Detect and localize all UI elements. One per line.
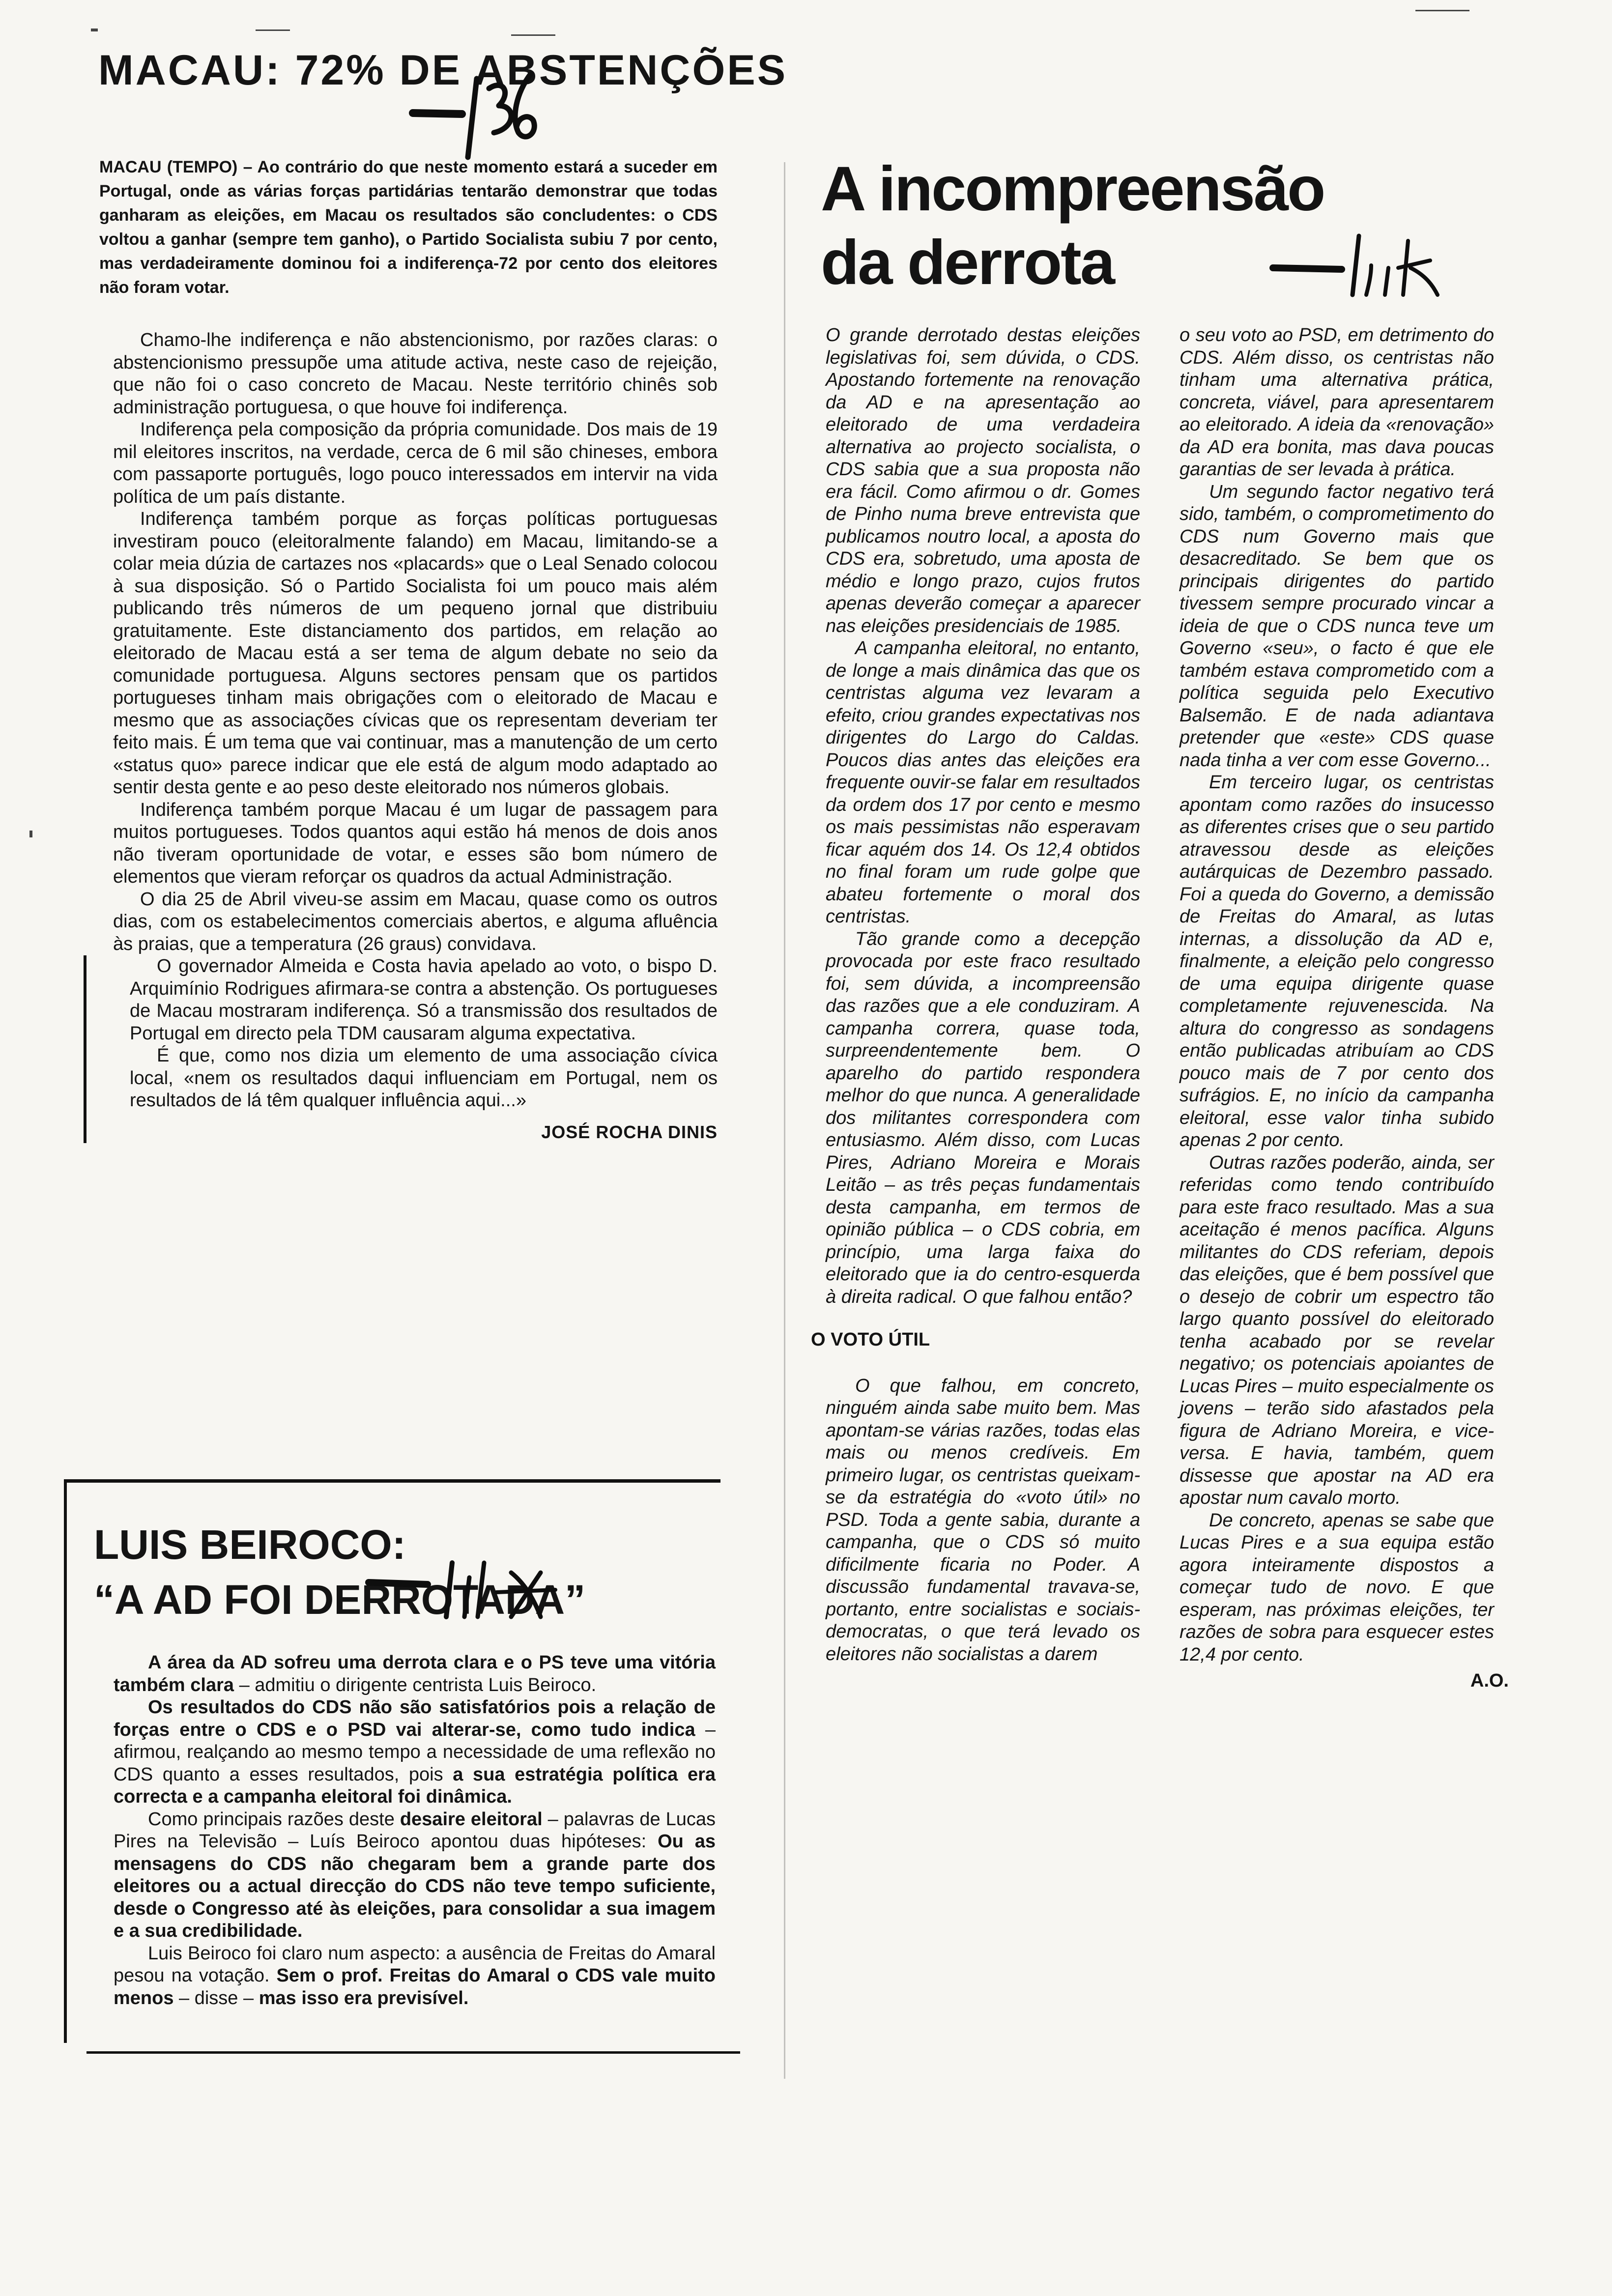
beiroco-text: – palavras de Lucas Pires na Televisão – Luís Beiroco apontou duas hipóteses:: [114, 1808, 716, 1852]
derrota-column-left: [811, 324, 1140, 1665]
beiroco-paragraph: [114, 1696, 716, 1808]
beiroco-text: – afirmou, realçando ao mesmo tempo a necessidade de uma reflexão no CDS quanto a esses resultados, pois: [114, 1719, 716, 1785]
beiroco-text: Como principais razões deste: [148, 1808, 400, 1830]
beiroco-body: [114, 1652, 716, 2009]
beiroco-bold-text: mas isso era previsível.: [259, 1987, 469, 2009]
macau-paragraph: Chamo-lhe indiferença e não abstencionismo, por razões claras: o abstencionismo pressupõe uma atitude activa, neste caso de rejeição, que não foi o caso concreto de Macau. Neste território chinês sob administração portuguesa, o que houve foi indiferença.: [113, 330, 718, 418]
beiroco-paragraph: [114, 1652, 716, 1696]
macau-paragraph: O dia 25 de Abril viveu-se assim em Macau, quase como os outros dias, com os estabelecimentos comerciais abertos, e alguma afluência às praias, que a temperatura (26 graus) convidava.: [113, 889, 718, 954]
beiroco-headline-line2: “A AD FOI DERROTADA”: [94, 1577, 586, 1623]
handwritten-mark-derrota: [1268, 221, 1474, 310]
beiroco-bold-text: a sua estratégia política era correcta e a campanha eleitoral foi dinâmica.: [114, 1764, 716, 1807]
macau-lead: [99, 155, 718, 300]
beiroco-text: – admitiu o dirigente centrista Luis Beiroco.: [234, 1674, 597, 1695]
beiroco-bold-text: Ou as mensagens do CDS não chegaram bem a grande parte dos eleitores ou a actual direcção do CDS não teve tempo suficiente, desde o Congresso até às eleições, para consolidar a sua imagem e a sua credibilidade.: [114, 1831, 716, 1941]
macau-byline: JOSÉ ROCHA DINIS: [541, 1121, 718, 1142]
derrota-column-right: [1180, 324, 1509, 1693]
macau-dateline: MACAU (TEMPO): [99, 158, 238, 176]
beiroco-bold-text: Os resultados do CDS não são satisfatórios pois a relação de forças entre o CDS e o PSD vai alterar-se, como tudo indica: [114, 1697, 716, 1740]
derrota-title-line2: da derrota: [821, 228, 1114, 298]
beiroco-bold-text: desaire eleitoral: [400, 1808, 543, 1830]
macau-article: [84, 29, 788, 1143]
macau-paragraph: Indiferença também porque Macau é um lugar de passagem para muitos portugueses. Todos quantos aqui estão há menos de dois anos não tiveram oportunidade de votar, e esses são bom número de elementos que vieram reforçar os quadros da actual Administração.: [113, 799, 718, 887]
scan-speck: [29, 831, 32, 837]
derrota-paragraph: Tão grande como a decepção provocada por este fraco resultado foi, sem dúvida, a incompreensão das razões que a ele conduziram. A campanha correra, quase toda, surpreendentemente bem. O aparelho do partido respondera melhor do que nunca. A generalidade dos militantes correspondera com entusiasmo. Além disso, com Lucas Pires, Adriano Moreira e Morais Leitão – as três peças fundamentais desta campanha, em termos de opinião pública – o CDS cobria, em princípio, uma larga faixa do eleitorado que ia do centro-esquerda à direita radical. O que falhou então?: [826, 928, 1140, 1307]
handwritten-mark-macau: [403, 59, 550, 172]
derrota-paragraph: O que falhou, em concreto, ninguém ainda sabe muito bem. Mas apontam-se várias razões, todas elas mais ou menos credíveis. Em primeiro lugar, os centristas queixam-se da estratégia do «voto útil» no PSD. Toda a gente sabia, durante a campanha, que o CDS só muito dificilmente ficaria no Poder. A discussão fundamental travava-se, portanto, entre socialistas e sociais-democratas, o que terá levado os eleitores não socialistas a darem: [826, 1375, 1140, 1665]
beiroco-paragraph: [114, 1808, 716, 1943]
beiroco-bottom-rule: [86, 2051, 740, 2054]
derrota-paragraph: o seu voto ao PSD, em detrimento do CDS. Além disso, os centristas não tinham uma alternativa prática, concreta, viável, para apresentarem ao eleitorado. A ideia da «renovação» da AD era bonita, mas dava poucas garantias de ser levada à prática.: [1180, 325, 1494, 480]
macau-headline: MACAU: 72% DE ABSTENÇÕES: [98, 47, 788, 94]
derrota-paragraph: Um segundo factor negativo terá sido, também, o comprometimento do CDS num Governo mais que desacreditado. Se bem que os principais dirigentes do partido tivessem sempre procurado vincar a ideia de que o CDS nunca teve um Governo «seu», o facto é que ele também estava comprometido com a política seguida pelo Executivo Balsemão. E de nada adiantava pretender que «este» CDS quase nada tinha a ver com esse Governo...: [1180, 481, 1494, 771]
derrota-subhead: O VOTO ÚTIL: [811, 1329, 930, 1350]
macau-paragraph: Indiferença também porque as forças políticas portuguesas investiram pouco (eleitoralmente falando) em Macau, limitando-se a colar meia dúzia de cartazes nos «placards» que o Leal Senado colocou à sua disposição. Só o Partido Socialista foi um pouco mais além publicando três números de um pequeno jornal que distribuiu gratuitamente. Este distanciamento dos partidos, em relação ao eleitorado de Macau está a ser tema de algum debate no seio da comunidade portuguesa. Alguns sectores pensam que os partidos portugueses tinham mais obrigações com o eleitorado de Macau e mesmo que as associações cívicas que os representam deveriam ter feito mais. É um tema que vai continuar, mas a manutenção de um certo «status quo» parece indicar que ele está de algum modo adaptado ao sentir desta gente e ao peso deste eleitorado nos números globais.: [113, 509, 718, 798]
macau-body: [113, 329, 718, 1143]
macau-paragraph: Indiferença pela composição da própria comunidade. Dos mais de 19 mil eleitores inscritos, na verdade, cerca de 6 mil são chineses, embora com passaporte português, logo pouco interessados em intervir na vida política de um país distante.: [113, 419, 718, 507]
derrota-paragraph: Em terceiro lugar, os centristas apontam como razões do insucesso as diferentes crises que o seu partido atravessou desde as eleições autárquicas de Dezembro passado. Foi a queda do Governo, a demissão de Freitas do Amaral, as lutas internas, a dissolução da AD e, finalmente, a eleição pelo congresso de uma equipa dirigente quase completamente rejuvenescida. Na altura do congresso as sondagens então publicadas atribuíam ao CDS pouco mais de 7 por cento dos sufrágios. E, no início da campanha eleitoral, esse valor tinha subido apenas 2 por cento.: [1180, 772, 1494, 1150]
derrota-paragraph: O grande derrotado destas eleições legislativas foi, sem dúvida, o CDS. Apostando fortemente na renovação da AD e na apresentação ao eleitorado de uma verdadeira alternativa ao projecto socialista, o CDS sabia que a sua proposta não era fácil. Como afirmou o dr. Gomes de Pinho numa breve entrevista que publicamos noutro local, a aposta do CDS era, sobretudo, uma aposta de médio e longo prazo, cujos frutos apenas deverão começar a aparecer nas eleições presidenciais de 1985.: [826, 325, 1140, 636]
beiroco-bold-text: Sem o prof. Freitas do Amaral o CDS vale muito menos: [114, 1965, 716, 2009]
macau-boxed-section: [84, 955, 718, 1143]
macau-paragraph: É que, como nos dizia um elemento de uma associação cívica local, «nem os resultados daqui influenciam em Portugal, nem os resultados de lá têm qualquer influência aqui...»: [130, 1045, 718, 1111]
handwritten-mark-beiroco: [364, 1543, 570, 1622]
derrota-paragraph: De concreto, apenas se sabe que Lucas Pires e a sua equipa estão agora inteiramente dispostos a começar tudo de novo. E que esperam, nas próximas eleições, ter razões de sobra para esquecer estes 12,4 por cento.: [1180, 1510, 1494, 1665]
beiroco-headline-line1: LUIS BEIROCO:: [94, 1521, 406, 1568]
macau-paragraph: O governador Almeida e Costa havia apelado ao voto, o bispo D. Arquimínio Rodrigues afirmara-se contra a abstenção. Os portugueses de Macau mostraram indiferença. Só a transmissão dos resultados de Portugal em directo pela TDM causaram alguma expectativa.: [130, 956, 718, 1044]
macau-lead-text: – Ao contrário do que neste momento estará a suceder em Portugal, onde as várias forças partidárias tentarão demonstrar que todas ganharam as eleições, em Macau os resultados são concludentes: o CDS voltou a ganhar (sempre tem ganho), o Partido Socialista subiu 7 por cento, mas verdadeiramente dominou foi a indiferença-72 por cento dos eleitores não foram votar.: [99, 158, 718, 297]
beiroco-text: Luis Beiroco foi claro num aspecto: a ausência de Freitas do Amaral pesou na votação.: [114, 1943, 716, 1986]
derrota-paragraph: A campanha eleitoral, no entanto, de longe a mais dinâmica das que os centristas alguma vez levaram a efeito, criou grandes expectativas nos dirigentes do Largo do Caldas. Poucos dias antes das eleições era frequente ouvir-se falar em resultados da ordem dos 17 por cento e mesmo os mais pessimistas não esperavam ficar aquém dos 14. Os 12,4 obtidos no final foram um rude golpe que abateu fortemente o moral dos centristas.: [826, 638, 1140, 927]
derrota-signature: A.O.: [1470, 1670, 1509, 1691]
derrota-paragraph: Outras razões poderão, ainda, ser referidas como tendo contribuído para este fraco resultado. Mas a sua aceitação é menos pacífica. Alguns militantes do CDS referiam, depois das eleições, que é bem possível que o desejo de cobrir um espectro tão largo quanto possível do eleitorado tenha acabado por se revelar negativo; os potenciais apoiantes de Lucas Pires – muito especialmente os jovens – terão sido afastados pela figura de Adriano Moreira, e vice-versa. E havia, também, quem dissesse que apostar na AD era apostar num cavalo morto.: [1180, 1152, 1494, 1508]
column-divider: [784, 162, 785, 2079]
beiroco-bold-text: A área da AD sofreu uma derrota clara e o PS teve uma vitória também clara: [114, 1652, 716, 1695]
scan-speck: [1415, 10, 1469, 11]
derrota-title-line1: A incompreensão: [821, 154, 1324, 224]
beiroco-text: – disse –: [173, 1987, 259, 2009]
beiroco-paragraph: [114, 1943, 716, 2010]
